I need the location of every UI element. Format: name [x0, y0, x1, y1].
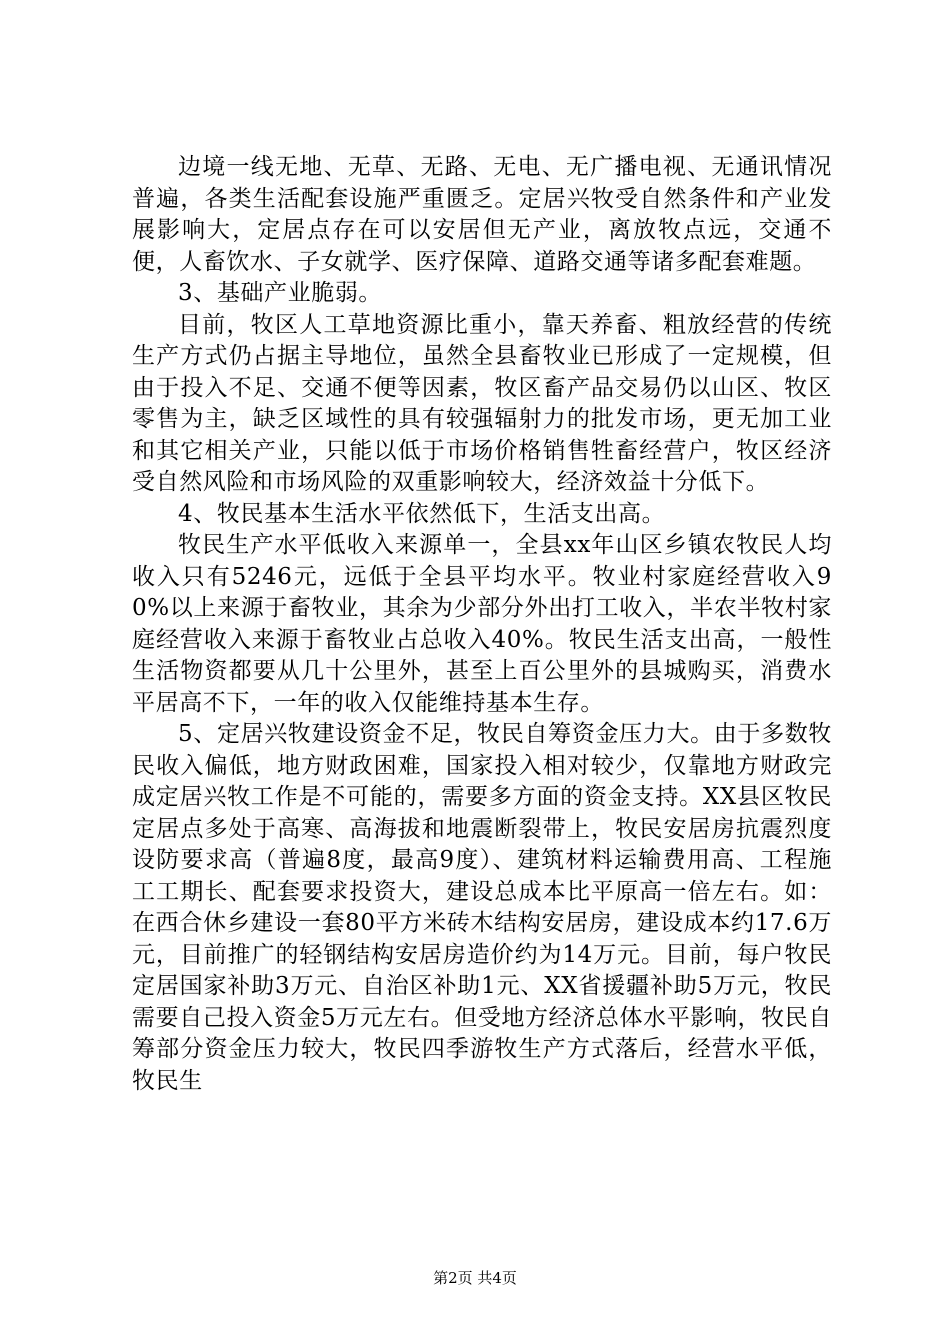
heading-weak-industry: 3、基础产业脆弱。 — [178, 280, 383, 306]
document-body — [132, 152, 832, 1097]
page-footer: 第2页 共4页 — [433, 1269, 517, 1287]
paragraph-industry: 目前，牧区人工草地资源比重小，靠天养畜、粗放经营的传统生产方式仍占据主导地位，虽然全县畜牧业已形成了一定规模，但由于投入不足、交通不便等因素，牧区畜产品交易仍以山区、牧区零售为主，缺乏区域性的具有较强辐射力的批发市场，更无加工业和其它相关产业，只能以低于市场价格销售牲畜经营户，牧区经济受自然风险和市场风险的双重影响较大，经济效益十分低下。 — [132, 311, 832, 495]
heading-living-standard: 4、牧民基本生活水平依然低下，生活支出高。 — [178, 500, 666, 527]
paragraph-funding: 5、定居兴牧建设资金不足，牧民自筹资金压力大。由于多数牧民收入偏低，地方财政困难，国家投入相对较少，仅靠地方财政完成定居兴牧工作是不可能的，需要多方面的资金支持。XX县区牧民定居点多处于高寒、高海拔和地震断裂带上，牧民安居房抗震烈度设防要求高（普遍8度，最高9度）、建筑材料运输费用高、工程施工工期长、配套要求投资大，建设总成本比平原高一倍左右。如：在西合休乡建设一套80平方米砖木结构安居房，建设成本约17.6万元，目前推广的轻钢结构安居房造价约为14万元。目前，每户牧民定居国家补助3万元、自治区补助1元、XX省援疆补助5万元，牧民需要自己投入资金5万元左右。但受地方经济总体水平影响，牧民自筹部分资金压力较大，牧民四季游牧生产方式落后，经营水平低，牧民生 — [132, 721, 832, 1094]
paragraph-income: 牧民生产水平低收入来源单一，全县xx年山区乡镇农牧民人均收入只有5246元，远低于全县平均水平。牧业村家庭经营收入90%以上来源于畜牧业，其余为少部分外出打工收入，半农半牧村家庭经营收入来源于畜牧业占总收入40%。牧民生活支出高，一般性生活物资都要从几十公里外，甚至上百公里外的县城购买，消费水平居高不下，一年的收入仅能维持基本生存。 — [132, 532, 832, 716]
paragraph-border-conditions: 边境一线无地、无草、无路、无电、无广播电视、无通讯情况普遍，各类生活配套设施严重匮乏。定居兴牧受自然条件和产业发展影响大，定居点存在可以安居但无产业，离放牧点远，交通不便，人畜饮水、子女就学、医疗保障、道路交通等诸多配套难题。 — [132, 154, 832, 275]
